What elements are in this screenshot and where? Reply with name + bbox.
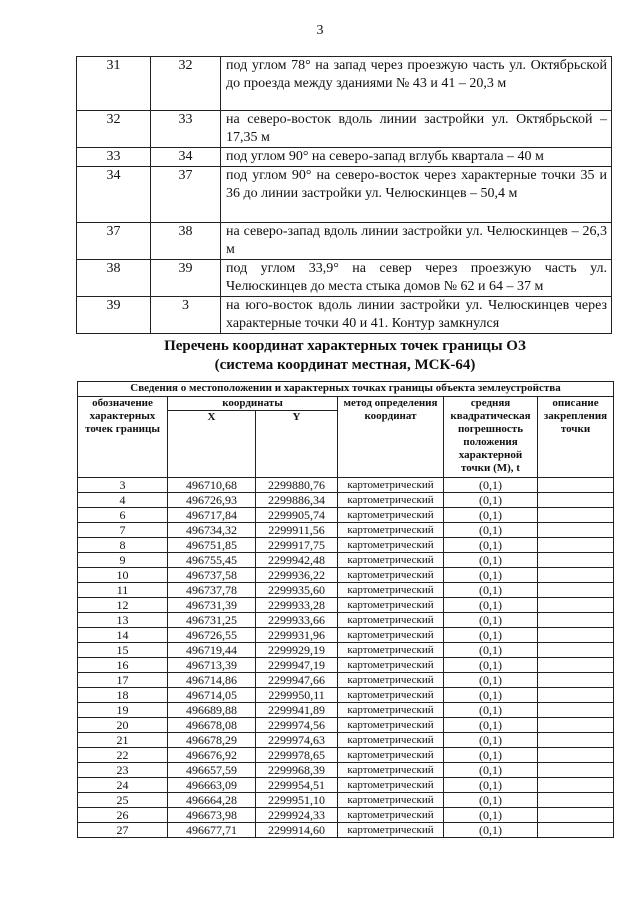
x-coordinate: 496755,45 <box>168 553 256 568</box>
table-row <box>78 823 614 838</box>
table-row <box>78 733 614 748</box>
page-number: 3 <box>316 23 324 38</box>
point-description <box>538 478 614 493</box>
table-row <box>78 643 614 658</box>
route-description: под углом 78° на запад через проезжую часть ул. Октябрьской до проезда между зданиями № 43 и 41 – 20,3 м <box>221 57 612 111</box>
point-id: 9 <box>78 553 168 568</box>
error-value: (0,1) <box>444 808 538 823</box>
to-point: 3 <box>151 297 221 334</box>
error-value: (0,1) <box>444 718 538 733</box>
route-description: на северо-восток вдоль линии застройки ул. Октябрьской – 17,35 м <box>221 111 612 148</box>
method: картометрический <box>338 778 444 793</box>
table-row <box>78 718 614 733</box>
route-description: под углом 33,9° на север через проезжую часть ул. Челюскинцев до места стыка домов № 62 и 64 – 37 м <box>221 260 612 297</box>
x-coordinate: 496731,39 <box>168 598 256 613</box>
x-coordinate: 496719,44 <box>168 643 256 658</box>
method: картометрический <box>338 598 444 613</box>
point-description <box>538 628 614 643</box>
section-subtitle: (система координат местная, МСК-64) <box>214 357 476 373</box>
route-row <box>77 111 612 148</box>
error-value: (0,1) <box>444 508 538 523</box>
point-id: 12 <box>78 598 168 613</box>
point-description <box>538 778 614 793</box>
y-coordinate: 2299905,74 <box>256 508 338 523</box>
table-row <box>78 673 614 688</box>
table-row <box>78 583 614 598</box>
table-row <box>78 478 614 493</box>
method: картометрический <box>338 553 444 568</box>
x-coordinate: 496726,55 <box>168 628 256 643</box>
table-caption: Сведения о местоположении и характерных точках границы объекта землеустройства <box>78 382 614 397</box>
table-row <box>78 808 614 823</box>
y-coordinate: 2299929,19 <box>256 643 338 658</box>
y-coordinate: 2299954,51 <box>256 778 338 793</box>
to-point: 34 <box>151 148 221 167</box>
x-coordinate: 496677,71 <box>168 823 256 838</box>
table-row <box>78 598 614 613</box>
from-point: 32 <box>77 111 151 148</box>
error-value: (0,1) <box>444 793 538 808</box>
error-value: (0,1) <box>444 733 538 748</box>
y-coordinate: 2299911,56 <box>256 523 338 538</box>
x-coordinate: 496713,39 <box>168 658 256 673</box>
y-coordinate: 2299935,60 <box>256 583 338 598</box>
from-point: 39 <box>77 297 151 334</box>
error-value: (0,1) <box>444 553 538 568</box>
point-id: 17 <box>78 673 168 688</box>
y-coordinate: 2299933,66 <box>256 613 338 628</box>
method: картометрический <box>338 748 444 763</box>
method: картометрический <box>338 523 444 538</box>
y-coordinate: 2299941,89 <box>256 703 338 718</box>
point-description <box>538 583 614 598</box>
y-coordinate: 2299968,39 <box>256 763 338 778</box>
route-row <box>77 57 612 111</box>
to-point: 32 <box>151 57 221 111</box>
method: картометрический <box>338 673 444 688</box>
point-description <box>538 733 614 748</box>
y-coordinate: 2299914,60 <box>256 823 338 838</box>
point-description <box>538 688 614 703</box>
point-description <box>538 808 614 823</box>
method: картометрический <box>338 478 444 493</box>
table-row <box>78 688 614 703</box>
point-description <box>538 643 614 658</box>
method: картометрический <box>338 658 444 673</box>
error-value: (0,1) <box>444 613 538 628</box>
route-row <box>77 148 612 167</box>
y-coordinate: 2299931,96 <box>256 628 338 643</box>
x-coordinate: 496673,98 <box>168 808 256 823</box>
table-row <box>78 793 614 808</box>
table-row <box>78 508 614 523</box>
from-point: 33 <box>77 148 151 167</box>
method: картометрический <box>338 643 444 658</box>
point-description <box>538 748 614 763</box>
from-point: 38 <box>77 260 151 297</box>
point-description <box>538 673 614 688</box>
x-coordinate: 496663,09 <box>168 778 256 793</box>
x-coordinate: 496726,93 <box>168 493 256 508</box>
route-row <box>77 223 612 260</box>
method: картометрический <box>338 493 444 508</box>
y-coordinate: 2299947,66 <box>256 673 338 688</box>
point-id: 23 <box>78 763 168 778</box>
x-coordinate: 496678,08 <box>168 718 256 733</box>
table-row <box>78 763 614 778</box>
header-method: метод определения координат <box>338 397 444 478</box>
point-id: 24 <box>78 778 168 793</box>
method: картометрический <box>338 733 444 748</box>
from-point: 31 <box>77 57 151 111</box>
error-value: (0,1) <box>444 538 538 553</box>
point-description <box>538 718 614 733</box>
point-id: 15 <box>78 643 168 658</box>
section-title: Перечень координат характерных точек границы ОЗ <box>164 338 526 354</box>
x-coordinate: 496678,29 <box>168 733 256 748</box>
table-row <box>78 493 614 508</box>
error-value: (0,1) <box>444 703 538 718</box>
x-coordinate: 496734,32 <box>168 523 256 538</box>
y-coordinate: 2299933,28 <box>256 598 338 613</box>
route-description: под углом 90° на северо-восток через характерные точки 35 и 36 до линии застройки ул. Челюскинцев – 50,4 м <box>221 167 612 223</box>
point-description <box>538 523 614 538</box>
point-id: 19 <box>78 703 168 718</box>
point-id: 22 <box>78 748 168 763</box>
table-row <box>78 613 614 628</box>
to-point: 39 <box>151 260 221 297</box>
error-value: (0,1) <box>444 643 538 658</box>
y-coordinate: 2299978,65 <box>256 748 338 763</box>
y-coordinate: 2299936,22 <box>256 568 338 583</box>
coordinates-table <box>77 381 614 838</box>
route-description: под углом 90° на северо-запад вглубь квартала – 40 м <box>221 148 612 167</box>
x-coordinate: 496737,78 <box>168 583 256 598</box>
from-point: 37 <box>77 223 151 260</box>
method: картометрический <box>338 568 444 583</box>
header-y: Y <box>256 411 338 478</box>
table-row <box>78 778 614 793</box>
route-row <box>77 297 612 334</box>
x-coordinate: 496657,59 <box>168 763 256 778</box>
header-coordinates: координаты <box>168 397 338 411</box>
table-row <box>78 748 614 763</box>
point-id: 7 <box>78 523 168 538</box>
error-value: (0,1) <box>444 688 538 703</box>
point-id: 3 <box>78 478 168 493</box>
point-description <box>538 658 614 673</box>
method: картометрический <box>338 703 444 718</box>
error-value: (0,1) <box>444 658 538 673</box>
x-coordinate: 496737,58 <box>168 568 256 583</box>
point-description <box>538 763 614 778</box>
method: картометрический <box>338 613 444 628</box>
point-id: 10 <box>78 568 168 583</box>
x-coordinate: 496714,86 <box>168 673 256 688</box>
y-coordinate: 2299880,76 <box>256 478 338 493</box>
point-id: 20 <box>78 718 168 733</box>
error-value: (0,1) <box>444 628 538 643</box>
point-description <box>538 568 614 583</box>
header-error: средняя квадратическая погрешность положения характерной точки (М), t <box>444 397 538 478</box>
point-id: 11 <box>78 583 168 598</box>
x-coordinate: 496689,88 <box>168 703 256 718</box>
route-description: на северо-запад вдоль линии застройки ул. Челюскинцев – 26,3 м <box>221 223 612 260</box>
error-value: (0,1) <box>444 523 538 538</box>
error-value: (0,1) <box>444 778 538 793</box>
method: картометрический <box>338 538 444 553</box>
method: картометрический <box>338 763 444 778</box>
method: картометрический <box>338 628 444 643</box>
x-coordinate: 496710,68 <box>168 478 256 493</box>
point-id: 4 <box>78 493 168 508</box>
y-coordinate: 2299950,11 <box>256 688 338 703</box>
header-description: описание закрепления точки <box>538 397 614 478</box>
error-value: (0,1) <box>444 823 538 838</box>
error-value: (0,1) <box>444 478 538 493</box>
x-coordinate: 496731,25 <box>168 613 256 628</box>
point-id: 16 <box>78 658 168 673</box>
point-description <box>538 793 614 808</box>
method: картометрический <box>338 508 444 523</box>
point-id: 18 <box>78 688 168 703</box>
y-coordinate: 2299947,19 <box>256 658 338 673</box>
error-value: (0,1) <box>444 568 538 583</box>
x-coordinate: 496717,84 <box>168 508 256 523</box>
table-row <box>78 523 614 538</box>
point-id: 25 <box>78 793 168 808</box>
point-description <box>538 553 614 568</box>
point-id: 14 <box>78 628 168 643</box>
table-row <box>78 658 614 673</box>
point-description <box>538 493 614 508</box>
point-id: 21 <box>78 733 168 748</box>
y-coordinate: 2299974,56 <box>256 718 338 733</box>
y-coordinate: 2299974,63 <box>256 733 338 748</box>
point-id: 13 <box>78 613 168 628</box>
y-coordinate: 2299917,75 <box>256 538 338 553</box>
to-point: 37 <box>151 167 221 223</box>
error-value: (0,1) <box>444 583 538 598</box>
method: картометрический <box>338 583 444 598</box>
to-point: 38 <box>151 223 221 260</box>
x-coordinate: 496676,92 <box>168 748 256 763</box>
point-description <box>538 538 614 553</box>
table-row <box>78 703 614 718</box>
x-coordinate: 496714,05 <box>168 688 256 703</box>
y-coordinate: 2299886,34 <box>256 493 338 508</box>
from-point: 34 <box>77 167 151 223</box>
boundary-route-table <box>76 56 612 334</box>
point-description <box>538 598 614 613</box>
method: картометрический <box>338 688 444 703</box>
error-value: (0,1) <box>444 763 538 778</box>
point-description <box>538 823 614 838</box>
error-value: (0,1) <box>444 598 538 613</box>
error-value: (0,1) <box>444 673 538 688</box>
y-coordinate: 2299942,48 <box>256 553 338 568</box>
table-row <box>78 553 614 568</box>
point-description <box>538 703 614 718</box>
x-coordinate: 496751,85 <box>168 538 256 553</box>
point-id: 26 <box>78 808 168 823</box>
point-description <box>538 508 614 523</box>
method: картометрический <box>338 718 444 733</box>
point-id: 6 <box>78 508 168 523</box>
table-row <box>78 628 614 643</box>
route-row <box>77 167 612 223</box>
error-value: (0,1) <box>444 748 538 763</box>
route-row <box>77 260 612 297</box>
point-id: 8 <box>78 538 168 553</box>
point-description <box>538 613 614 628</box>
to-point: 33 <box>151 111 221 148</box>
header-point: обозначение характерных точек границы <box>78 397 168 478</box>
method: картометрический <box>338 823 444 838</box>
y-coordinate: 2299951,10 <box>256 793 338 808</box>
y-coordinate: 2299924,33 <box>256 808 338 823</box>
error-value: (0,1) <box>444 493 538 508</box>
point-id: 27 <box>78 823 168 838</box>
table-row <box>78 538 614 553</box>
x-coordinate: 496664,28 <box>168 793 256 808</box>
header-x: X <box>168 411 256 478</box>
route-description: на юго-восток вдоль линии застройки ул. Челюскинцев через характерные точки 40 и 41. Контур замкнулся <box>221 297 612 334</box>
table-row <box>78 568 614 583</box>
method: картометрический <box>338 808 444 823</box>
method: картометрический <box>338 793 444 808</box>
